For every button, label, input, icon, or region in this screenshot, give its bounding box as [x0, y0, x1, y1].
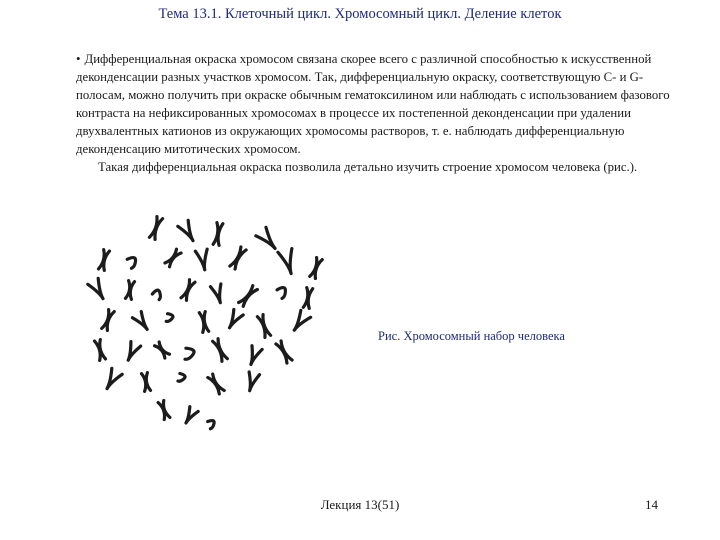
chromosome-8 [195, 249, 210, 271]
chromosome-figure [78, 210, 338, 450]
chromosome-5 [99, 250, 110, 271]
chromosome-14 [152, 289, 163, 300]
chromosome-40 [182, 407, 198, 426]
chromosome-29 [155, 342, 170, 358]
chromosome-19 [303, 288, 312, 309]
paragraph-2: Такая дифференциальная окраска позволила детально изучить строение хромосом человека (рис.). [98, 160, 638, 174]
chromosome-33 [276, 341, 292, 363]
chromosome-21 [132, 312, 151, 333]
chromosome-11 [310, 258, 322, 279]
paragraph-1 [76, 50, 676, 158]
chromosome-32 [246, 346, 262, 367]
chromosome-36 [177, 373, 185, 382]
page-number: 14 [645, 497, 658, 512]
chromosome-24 [225, 310, 243, 331]
chromosome-16 [210, 284, 225, 304]
chromosome-20 [102, 310, 114, 331]
chromosome-31 [213, 339, 228, 361]
footer-lecture: Лекция 13(51) [320, 497, 400, 512]
chromosome-17 [239, 286, 258, 307]
chromosome-41 [208, 420, 216, 429]
chromosome-22 [166, 314, 174, 323]
chromosome-28 [123, 342, 140, 363]
chromosome-3 [213, 223, 223, 246]
chromosome-4 [256, 227, 280, 252]
chromosome-15 [181, 280, 195, 301]
chromosome-7 [165, 249, 181, 267]
chromosome-23 [199, 312, 208, 333]
chromosome-39 [158, 401, 170, 420]
chromosome-35 [141, 373, 150, 392]
chromosome-38 [244, 372, 259, 392]
chromosome-spread-image [78, 210, 338, 450]
chromosome-26 [289, 310, 310, 333]
chromosome-10 [278, 249, 298, 276]
chromosome-9 [230, 247, 246, 269]
figure-caption: Рис. Хромосомный набор человека [378, 329, 565, 343]
chromosome-27 [95, 340, 106, 361]
slide-title: Тема 13.1. Клеточный цикл. Хромосомный цикл. Деление клеток [158, 6, 562, 22]
chromosome-6 [127, 257, 138, 269]
chromosome-13 [125, 281, 134, 300]
chromosome-30 [184, 348, 194, 360]
chromosome-37 [208, 374, 224, 394]
chromosome-25 [257, 315, 270, 338]
bullet-icon: • [76, 52, 81, 66]
chromosome-34 [102, 368, 122, 391]
paragraph-1-text: Дифференциальная окраска хромосом связана скорее всего с различной способностью к искусственной деконденсации разных участков хромосом. Так, дифференциальную окраску, соответствующую С- и G-полосам, можно получить при окраске обычным гематоксилином или наблюдать с использованием фазового контраста на нефиксированных хромосомах в процессе их постепенной деконденсации при удалении двухвалентных катионов из окружающих хромосомы растворов, т. е. наблюдать дифференциальную деконденсацию митотических хромосом. [76, 52, 670, 156]
chromosome-18 [277, 286, 288, 298]
chromosome-2 [178, 220, 198, 243]
chromosome-1 [149, 217, 162, 240]
body-text [76, 50, 676, 176]
chromosome-12 [88, 278, 108, 301]
